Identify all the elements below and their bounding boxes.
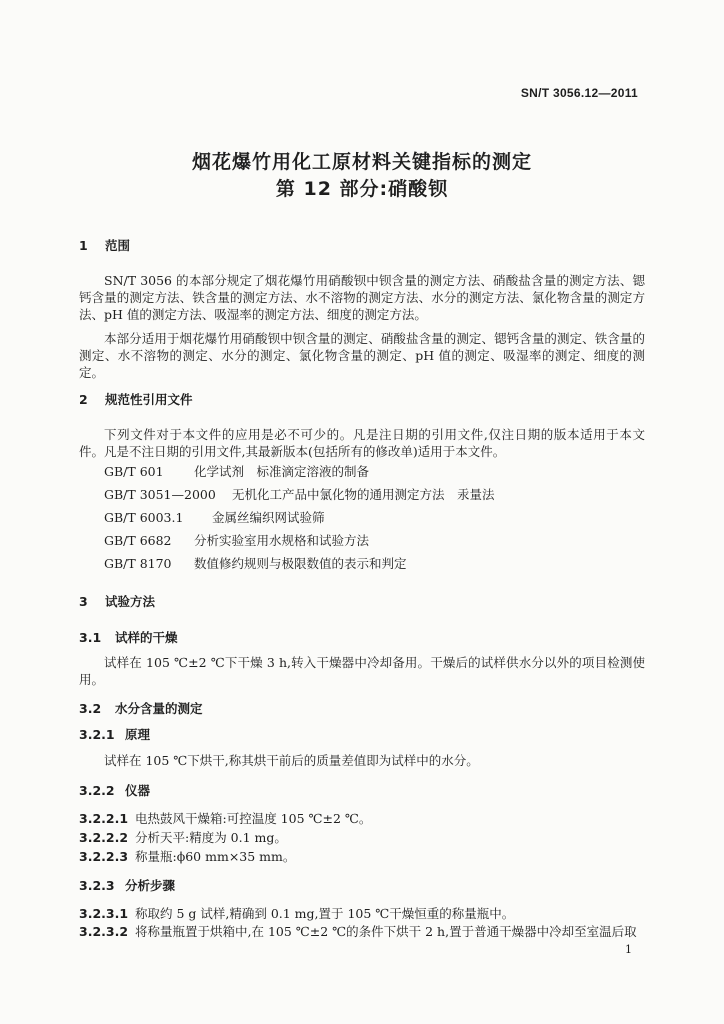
item-number: 3.2.2.2 [79,830,129,845]
reference-title: 金属丝编织网试验筛 [212,510,325,525]
reference-code: GB/T 3051—2000 [104,487,216,502]
section-heading-3-2-3 [79,876,175,894]
reference-code: GB/T 601 [104,464,164,479]
page-number: 1 [625,943,632,956]
instrument-item [79,847,295,865]
section-number: 3.1 [79,630,102,645]
paragraph-sample-drying: 试样在 105 ℃±2 ℃下干燥 3 h,转入干燥器中冷却备用。干燥后的试样供水分以外的项目检测使用。 [79,655,645,687]
instrument-item [79,809,371,827]
item-number: 3.2.3.2 [79,924,129,939]
section-title: 水分含量的测定 [115,701,203,716]
section-number: 3 [79,594,88,609]
paragraph-scope-2: 本部分适用于烟花爆竹用硝酸钡中钡含量的测定、硝酸盐含量的测定、锶钙含量的测定、铁含量的测定、水不溶物的测定、水分的测定、氯化物含量的测定、pH 值的测定、吸湿率的测定、细度的测定。 [79,331,645,380]
reference-title: 分析实验室用水规格和试验方法 [194,533,370,548]
document-subtitle: 第 12 部分:硝酸钡 [275,178,449,200]
section-heading-2 [79,390,193,408]
reference-item [104,462,369,480]
section-number: 3.2.1 [79,727,115,742]
reference-item [104,508,325,526]
item-number: 3.2.2.3 [79,849,129,864]
section-title: 范围 [105,238,131,253]
document-title: 烟花爆竹用化工原材料关键指标的测定 [191,151,532,173]
reference-code: GB/T 8170 [104,556,172,571]
section-number: 1 [79,238,88,253]
reference-title: 无机化工产品中氯化物的通用测定方法 汞量法 [232,487,495,502]
paragraph-principle: 试样在 105 ℃下烘干,称其烘干前后的质量差值即为试样中的水分。 [104,753,479,768]
reference-item [104,554,407,572]
paragraph-references-intro: 下列文件对于本文件的应用是必不可少的。凡是注日期的引用文件,仅注日期的版本适用于本文件。凡是不注日期的引用文件,其最新版本(包括所有的修改单)适用于本文件。 [79,427,645,459]
section-heading-3-1 [79,628,178,646]
reference-item [104,485,495,503]
standard-code: SN/T 3056.12—2011 [520,86,638,100]
section-number: 3.2.3 [79,878,115,893]
item-text: 电热鼓风干燥箱:可控温度 105 ℃±2 ℃。 [135,811,372,826]
section-heading-3-2-2 [79,781,150,799]
section-heading-3 [79,592,155,610]
reference-code: GB/T 6003.1 [104,510,184,525]
section-title: 分析步骤 [125,878,176,893]
procedure-step [79,904,514,922]
procedure-step [79,922,637,940]
section-title: 试样的干燥 [115,630,178,645]
section-heading-3-2-1 [79,725,150,743]
section-number: 3.2 [79,701,102,716]
paragraph-scope-1: SN/T 3056 的本部分规定了烟花爆竹用硝酸钡中钡含量的测定方法、硝酸盐含量的测定方法、锶钙含量的测定方法、铁含量的测定方法、水不溶物的测定方法、水分的测定方法、氯化物含量的测定方法、pH 值的测定方法、吸湿率的测定方法、细度的测定方法。 [79,273,645,322]
item-number: 3.2.2.1 [79,811,129,826]
section-title: 仪器 [125,783,151,798]
reference-item [104,531,369,549]
item-text: 称取约 5 g 试样,精确到 0.1 mg,置于 105 ℃干燥恒重的称量瓶中。 [135,906,515,921]
section-heading-1 [79,236,130,254]
item-text: 称量瓶:ϕ60 mm×35 mm。 [135,849,296,864]
section-number: 3.2.2 [79,783,115,798]
reference-title: 化学试剂 标准滴定溶液的制备 [194,464,370,479]
section-title: 试验方法 [105,594,156,609]
item-text: 将称量瓶置于烘箱中,在 105 ℃±2 ℃的条件下烘干 2 h,置于普通干燥器中冷却至室温后取 [135,924,637,939]
section-title: 原理 [125,727,151,742]
reference-code: GB/T 6682 [104,533,172,548]
section-title: 规范性引用文件 [105,392,193,407]
item-number: 3.2.3.1 [79,906,129,921]
section-heading-3-2 [79,699,203,717]
item-text: 分析天平:精度为 0.1 mg。 [135,830,287,845]
section-number: 2 [79,392,88,407]
reference-title: 数值修约规则与极限数值的表示和判定 [194,556,407,571]
instrument-item [79,828,287,846]
